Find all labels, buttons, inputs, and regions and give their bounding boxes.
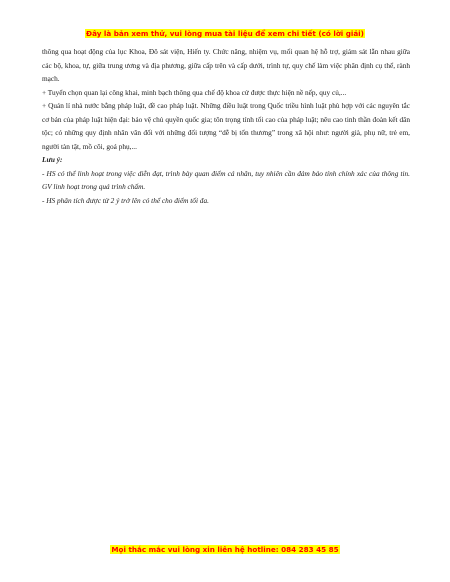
- note-line: - HS có thể linh hoạt trong việc diễn đạt, trình bày quan điểm cá nhân, tuy nhiên cần đảm bảo tính chính xác của thông tin. GV linh hoạt trong quá trình chấm.: [42, 168, 410, 191]
- hotline-banner-text: Mọi thắc mắc vui lòng xin liên hệ hotline: 084 283 45 85: [111, 545, 339, 554]
- preview-banner-text: Đây là bản xem thử, vui lòng mua tài liệu để xem chi tiết (có lời giải): [86, 29, 364, 38]
- body-paragraph: + Tuyển chọn quan lại công khai, minh bạch thông qua chế độ khoa cử được thực hiện nề nếp, quy củ,...: [42, 87, 347, 97]
- body-paragraph: thông qua hoạt động của lục Khoa, Đô sát viện, Hiến ty. Chức năng, nhiệm vụ, mối quan hệ hỗ trợ, giám sát lẫn nhau giữa các bộ, khoa, tự, giữa trung ương và địa phương, giữa cấp trên và cấp dưới, trình tự, quy chế làm việc phân định cụ thể, rành mạch.: [42, 47, 410, 83]
- document-body: [42, 45, 410, 207]
- note-line: - HS phân tích được từ 2 ý trở lên có thể cho điểm tối đa.: [42, 195, 209, 205]
- body-paragraph: + Quản lí nhà nước bằng pháp luật, đề cao pháp luật. Những điều luật trong Quốc triều hình luật phù hợp với các nguyên tắc cơ bản của pháp luật hiện đại: bảo vệ chủ quyền quốc gia; tôn trọng tính tối cao của pháp luật; nêu cao tinh thần đoàn kết dân tộc; có những quy định nhân văn đối với những đối tượng “dễ bị tổn thương” trong xã hội như: người già, phụ nữ, trẻ em, người tàn tật, mồ côi, goá phụ,...: [42, 101, 410, 151]
- hotline-banner: [0, 545, 450, 555]
- preview-banner: [0, 29, 450, 39]
- note-title: Lưu ý:: [42, 155, 63, 164]
